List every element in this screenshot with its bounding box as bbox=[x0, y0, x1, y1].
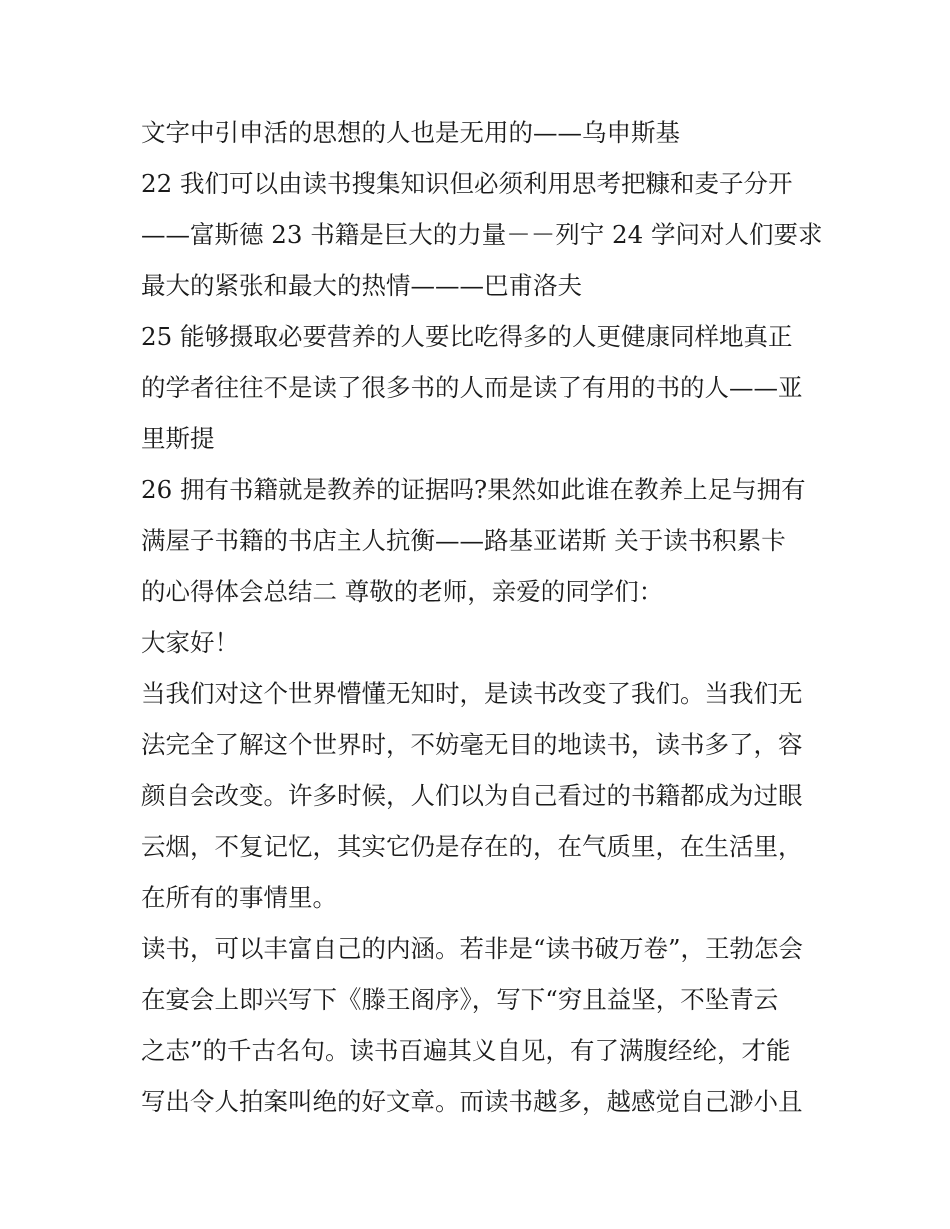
text-line: 法完全了解这个世界时，不妨毫无目的地读书，读书多了，容 bbox=[141, 730, 803, 759]
text-line: 满屋子书籍的书店主人抗衡——路基亚诺斯 关于读书积累卡 bbox=[141, 526, 786, 555]
document-body bbox=[141, 107, 821, 1127]
text-line: 大家好！ bbox=[141, 628, 239, 657]
text-line: 的学者往往不是读了很多书的人而是读了有用的书的人——亚 bbox=[141, 373, 803, 402]
text-line: 颜自会改变。许多时候，人们以为自己看过的书籍都成为过眼 bbox=[141, 781, 803, 810]
text-line: 当我们对这个世界懵懂无知时，是读书改变了我们。当我们无 bbox=[141, 679, 803, 708]
text-line: 写出令人拍案叫绝的好文章。而读书越多，越感觉自己渺小且 bbox=[141, 1087, 803, 1116]
text-line: 22 我们可以由读书搜集知识但必须利用思考把糠和麦子分开 bbox=[141, 169, 793, 198]
text-line: 读书，可以丰富自己的内涵。若非是“读书破万卷”，王勃怎会 bbox=[141, 934, 804, 963]
text-line: 文字中引申活的思想的人也是无用的——乌申斯基 bbox=[141, 118, 680, 147]
text-line: 25 能够摄取必要营养的人要比吃得多的人更健康同样地真正 bbox=[141, 322, 793, 351]
text-line: 在宴会上即兴写下《滕王阁序》，写下“穷且益坚，不坠青云 bbox=[141, 985, 779, 1014]
text-line: 的心得体会总结二 尊敬的老师，亲爱的同学们： bbox=[141, 577, 664, 606]
text-line: 26 拥有书籍就是教养的证据吗?果然如此谁在教养上足与拥有 bbox=[141, 475, 806, 504]
text-line: 最大的紧张和最大的热情———巴甫洛夫 bbox=[141, 271, 582, 300]
text-line: 云烟，不复记忆，其实它仍是存在的，在气质里，在生活里， bbox=[141, 832, 803, 861]
text-line: 之志”的千古名句。读书百遍其义自见，有了满腹经纶，才能 bbox=[141, 1036, 791, 1065]
text-line: 里斯提 bbox=[141, 424, 215, 453]
text-line: ——富斯德 23 书籍是巨大的力量－－列宁 24 学问对人们要求 bbox=[141, 220, 823, 249]
text-line: 在所有的事情里。 bbox=[141, 883, 337, 912]
